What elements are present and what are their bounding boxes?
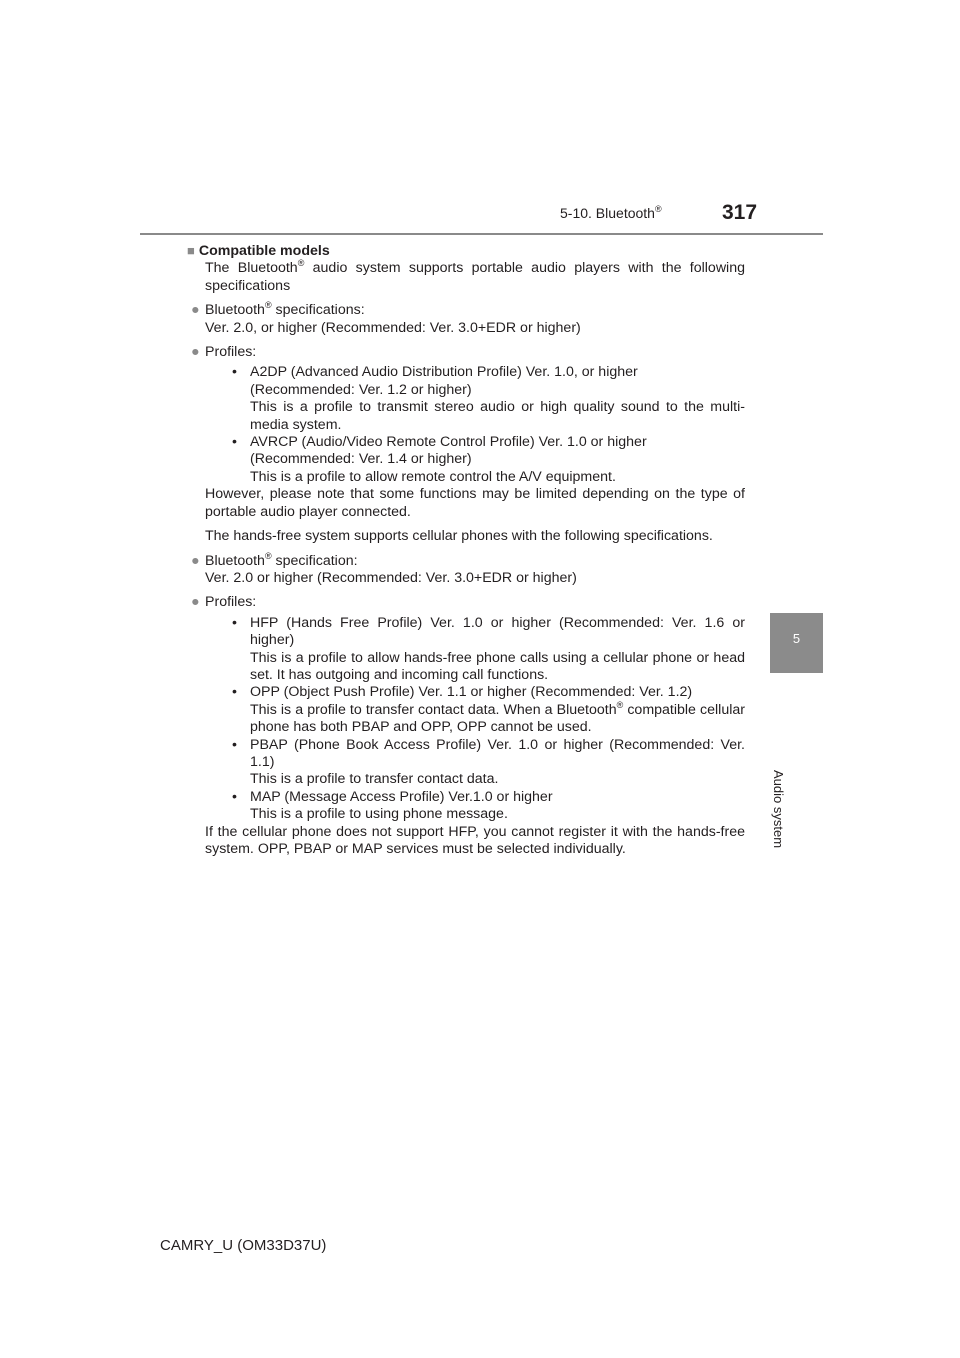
list-dot-icon: • — [232, 614, 237, 631]
list-dot-icon: • — [232, 788, 237, 805]
list-item-pbap: • PBAP (Phone Book Access Profile) Ver. 1.0 or higher (Recommended: Ver. 1.1) This is a profile to transfer contact data. — [232, 736, 745, 788]
page-number: 317 — [722, 201, 758, 224]
registered-mark: ® — [654, 204, 662, 214]
list-item-a2dp: • A2DP (Advanced Audio Distribution Profile) Ver. 1.0, or higher (Recommended: Ver. 1.2 or higher) This is a profile to transmit stereo audio or high quality sound to the multi-media system. — [232, 364, 745, 433]
bullet-profiles-audio: ● Profiles: — [191, 344, 257, 361]
chapter-title: Audio system — [771, 770, 786, 849]
bullet-bt-spec-handsfree: ● Bluetooth® specification: Ver. 2.0 or higher (Recommended: Ver. 3.0+EDR or higher) — [191, 550, 577, 586]
square-bullet-icon: ■ — [187, 243, 195, 258]
header-divider — [140, 233, 823, 235]
list-item-hfp: • HFP (Hands Free Profile) Ver. 1.0 or higher (Recommended: Ver. 1.6 or higher) This is a profile to allow hands-free phone calls using a cellular phone or head set. It has outgoing and incoming call functions. — [232, 614, 745, 683]
bullet-dot-icon: ● — [191, 344, 200, 361]
list-dot-icon: • — [232, 736, 237, 753]
footer-model-code: CAMRY_U (OM33D37U) — [160, 1237, 327, 1254]
list-dot-icon: • — [232, 434, 237, 451]
section-title: 5-10. Bluetooth® — [560, 204, 662, 221]
note-paragraph: However, please note that some functions may be limited depending on the type of portable audio player connected. — [205, 486, 745, 520]
bullet-dot-icon: ● — [191, 552, 200, 569]
list-item-avrcp: • AVRCP (Audio/Video Remote Control Profile) Ver. 1.0 or higher (Recommended: Ver. 1.4 or higher) This is a profile to allow remote control the A/V equipment. — [232, 434, 647, 485]
list-dot-icon: • — [232, 684, 237, 701]
bullet-bt-spec-audio: ● Bluetooth® specifications: Ver. 2.0, or higher (Recommended: Ver. 3.0+EDR or higher) — [191, 300, 581, 336]
bullet-profiles-handsfree: ● Profiles: — [191, 594, 257, 611]
chapter-number: 5 — [792, 631, 801, 646]
bullet-dot-icon: ● — [191, 594, 200, 611]
intro-paragraph: The Bluetooth® audio system supports portable audio players with the following specifications — [205, 258, 745, 294]
page-header — [0, 0, 960, 240]
list-item-map: • MAP (Message Access Profile) Ver.1.0 or higher This is a profile to using phone message. — [232, 788, 553, 823]
list-dot-icon: • — [232, 364, 237, 381]
page-content — [187, 242, 745, 858]
chapter-tab — [770, 613, 823, 673]
handsfree-intro: The hands-free system supports cellular phones with the following specifications. — [205, 528, 713, 545]
bullet-dot-icon: ● — [191, 302, 200, 319]
note-paragraph: If the cellular phone does not support HFP, you cannot register it with the hands-free system. OPP, PBAP or MAP services must be selected individually. — [205, 823, 745, 857]
section-heading: ■ Compatible models — [187, 243, 330, 259]
list-item-opp: • OPP (Object Push Profile) Ver. 1.1 or higher (Recommended: Ver. 1.2) This is a profile to transfer contact data. When a Bluetooth® compatible cellular phone has both PBAP and OPP, OPP cannot be used. — [232, 684, 745, 736]
